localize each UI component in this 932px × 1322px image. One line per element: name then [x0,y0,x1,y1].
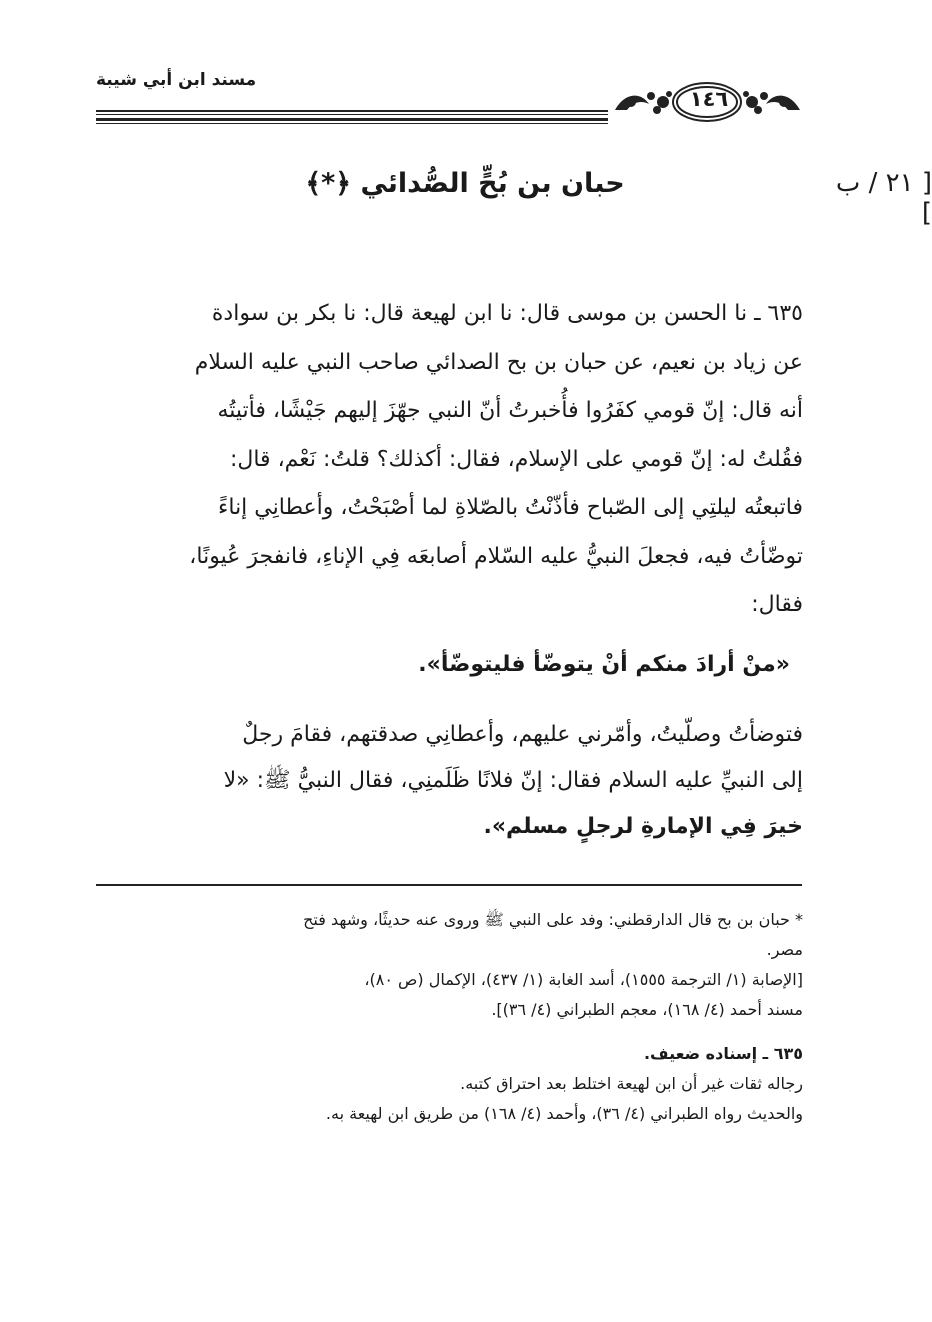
footnote-line: مسند أحمد (٤/ ١٦٨)، معجم الطبراني (٤/ ٣٦)]. [491,1000,803,1019]
main-text [80,290,803,630]
text-line: فاتبعتُه ليلتِي إلى الصّباح فأذّنْتُ بالصّلاةِ لما أصْبَحْتُ، وأعطانِي إناءً [218,495,803,520]
footnote-separator [96,884,802,886]
text-line: أنه قال: إنّ قومي كفَرُوا فأُخبرتُ أنّ النبي جهّزَ إليهم جَيْشًا، فأتيتُه [217,398,803,423]
book-title: مسند ابن أبي شيبة [96,70,257,90]
text-line: خيرَ فِي الإمارةِ لرجلٍ مسلم». [483,814,803,839]
header-rule [96,110,608,112]
entry-title: حبان بن بُحٍّ الصُّدائي ﴿*﴾ [305,168,625,199]
margin-reference: [ ٢١ / ب ] [835,168,932,228]
footnote-line: والحديث رواه الطبراني (٤/ ٣٦)، وأحمد (٤/ ١٦٨) من طريق ابن لهيعة به. [325,1104,803,1123]
footnote-line: ٦٣٥ ـ إسناده ضعيف. [643,1044,803,1063]
page-number: ١٤٦ [689,87,729,111]
header-rule [96,118,608,121]
text-line: ٦٣٥ ـ نا الحسن بن موسى قال: نا ابن لهيعة قال: نا بكر بن سوادة [211,301,803,326]
text-line: إلى النبيِّ عليه السلام فقال: إنّ فلانًا ظَلَمنِي، فقال النبيُّ ﷺ: «لا [223,768,803,793]
header-rule [96,114,608,115]
text-line: توضّأتُ فيه، فجعلَ النبيُّ عليه السّلام أصابعَه فِي الإناءِ، فانفجرَ عُيونًا، [189,543,803,569]
main-text-continued [80,712,803,850]
text-line: فتوضأتُ وصلّيتُ، وأمّرني عليهم، وأعطانِي صدقتهم، فقامَ رجلٌ [242,722,803,747]
text-line: فقُلتُ له: إنّ قومي على الإسلام، فقال: أكذلك؟ قلتُ: نَعْم، قال: [229,446,803,472]
footnote-line: [الإصابة (١/ الترجمة ١٥٥٥)، أسد الغابة (١/ ٤٣٧)، الإكمال (ص ٨٠)، [364,970,803,989]
text-line: فقال: [751,592,803,617]
footnote-line: رجاله ثقات غير أن ابن لهيعة اختلط بعد احتراق كتبه. [460,1074,803,1093]
text-line: عن زياد بن نعيم، عن حبان بن بح الصدائي صاحب النبي عليه السلام [194,349,803,375]
header-rule [96,123,608,124]
hadith-quote: «منْ أرادَ منكم أنْ يتوضّأ فليتوضّأ». [418,652,790,677]
footnotes [80,905,803,1129]
footnote-line: مصر. [766,940,803,959]
footnote-line: * حبان بن بح قال الدارقطني: وفد على النبي ﷺ وروى عنه حديثًا، وشهد فتح [303,910,803,929]
